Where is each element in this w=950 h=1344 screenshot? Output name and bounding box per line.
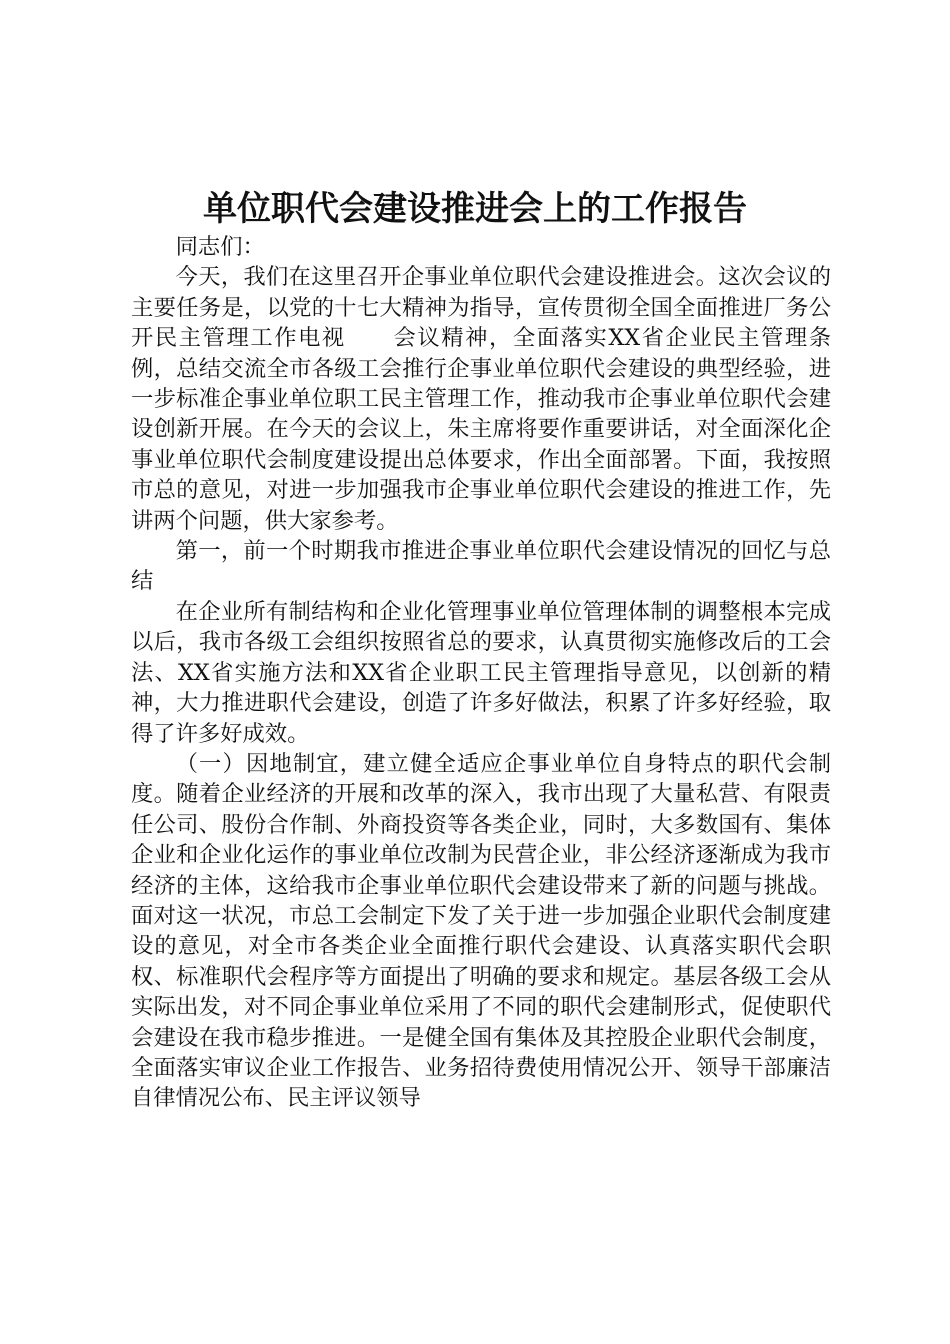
salutation: 同志们： [175,234,265,260]
document-title: 单位职代会建设推进会上的工作报告 [203,189,747,229]
paragraph-point-one: （一）因地制宜，建立健全适应企事业单位自身特点的职代会制度。随着企业经济的开展和改革的深入，我市出现了大量私营、有限责任公司、股份合作制、外商投资等各类企业，同时，大多数国有、集体企业和企业化运作的事业单位改制为民营企业，非公经济逐渐成为我市经济的主体，这给我市企事业单位职代会建设带来了新的问题与挑战。面对这一状况，市总工会制定下发了关于进一步加强企业职代会制度建设的意见，对全市各类企业全面推行职代会建设、认真落实职代会职权、标准职代会程序等方面提出了明确的要求和规定。基层各级工会从实际出发，对不同企事业单位采用了不同的职代会建制形式，促使职代会建设在我市稳步推进。一是健全国有集体及其控股企业职代会制度，全面落实审议企业工作报告、业务招待费使用情况公开、领导干部廉洁自律情况公布、民主评议领导 [131,750,831,1112]
paragraph-background: 在企业所有制结构和企业化管理事业单位管理体制的调整根本完成以后，我市各级工会组织按照省总的要求，认真贯彻实施修改后的工会法、XX省实施方法和XX省企业职工民主管理指导意见，以创新的精神，大力推进职代会建设，创造了许多好做法，积累了许多好经验，取得了许多好成效。 [131,598,831,747]
document-body [131,232,831,1114]
paragraph-section-heading: 第一，前一个时期我市推进企事业单位职代会建设情况的回忆与总结 [131,538,831,595]
paragraph-intro: 今天，我们在这里召开企事业单位职代会建设推进会。这次会议的主要任务是，以党的十七大精神为指导，宣传贯彻全国全面推进厂务公开民主管理工作电视 会议精神，全面落实XX省企业民主管理条例，总结交流全市各级工会推行企事业单位职代会建设的典型经验，进一步标准企事业单位职工民主管理工作，推动我市企事业单位职代会建设创新开展。在今天的会议上，朱主席将要作重要讲话，对全面深化企事业单位职代会制度建设提出总体要求，作出全面部署。下面，我按照市总的意见，对进一步加强我市企事业单位职代会建设的推进工作，先讲两个问题，供大家参考。 [131,264,831,534]
